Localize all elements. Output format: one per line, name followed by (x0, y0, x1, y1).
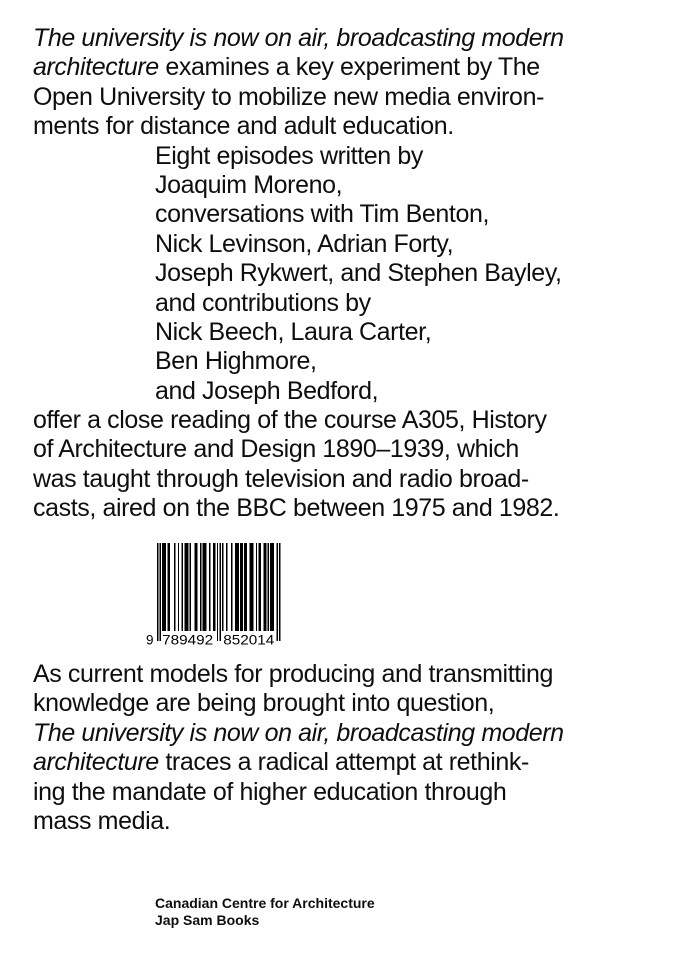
text-run: Open University to mobilize new media environ- (33, 82, 544, 111)
text-line (33, 171, 564, 200)
text-run: traces a radical attempt at rethink- (158, 748, 529, 777)
text-run: Joseph Rykwert, and Stephen Bayley, (155, 259, 562, 288)
italic-text-run: architecture (33, 748, 159, 777)
text-run: Joaquim Moreno, (155, 170, 343, 199)
text-run: of Architecture and Design 1890–1939, which (33, 435, 519, 464)
text-line (33, 377, 564, 406)
text-run: As current models for producing and transmitting (33, 660, 553, 688)
text-run: was taught through television and radio broad- (33, 464, 529, 493)
text-line (155, 912, 375, 929)
text-line (33, 347, 564, 376)
text-line (33, 259, 564, 288)
text-line (33, 53, 564, 82)
italic-text-run: architecture (33, 53, 159, 82)
text-run: Canadian Centre for Architecture (155, 895, 375, 911)
text-run: Jap Sam Books (155, 912, 260, 928)
italic-text-run: The university is now on air, broadcasting modern (33, 718, 564, 747)
text-line (33, 24, 564, 53)
text-line (33, 807, 564, 836)
text-run: conversations with Tim Benton, (155, 200, 489, 229)
text-line (155, 895, 375, 912)
text-line (33, 112, 564, 141)
italic-text-run: The university is now on air, broadcasting modern (33, 24, 564, 52)
text-run: ing the mandate of higher education through (33, 777, 507, 806)
text-line (33, 83, 564, 112)
text-line (33, 289, 564, 318)
text-line (33, 689, 564, 718)
text-run: mass media. (33, 806, 171, 835)
synopsis-paragraph (33, 24, 564, 524)
text-line (33, 748, 564, 777)
text-run: ments for distance and adult education. (33, 112, 454, 141)
text-line (33, 719, 564, 748)
text-run: Eight episodes written by (155, 141, 423, 170)
text-line (33, 660, 564, 689)
barcode-image (146, 543, 282, 649)
svg-text:852014: 852014 (223, 632, 275, 648)
text-run: examines a key experiment by The (158, 53, 540, 82)
text-run: Nick Beech, Laura Carter, (155, 317, 432, 346)
closing-paragraph (33, 660, 564, 836)
text-run: casts, aired on the BBC between 1975 and 1982. (33, 494, 560, 523)
publisher-credits (155, 895, 375, 929)
text-run: knowledge are being brought into question, (33, 689, 495, 718)
svg-text:789492: 789492 (162, 632, 214, 648)
text-line (33, 318, 564, 347)
text-run: Ben Highmore, (155, 347, 317, 376)
text-line (33, 778, 564, 807)
isbn-barcode (146, 543, 282, 649)
text-run: offer a close reading of the course A305, History (33, 406, 547, 435)
text-line (33, 494, 564, 523)
text-line (33, 200, 564, 229)
text-run: Nick Levinson, Adrian Forty, (155, 229, 454, 258)
text-line (33, 406, 564, 435)
text-line (33, 435, 564, 464)
text-line (33, 230, 564, 259)
svg-text:9: 9 (146, 632, 154, 648)
text-line (33, 142, 564, 171)
text-line (33, 465, 564, 494)
text-run: and Joseph Bedford, (155, 376, 379, 405)
text-run: and contributions by (155, 288, 371, 317)
